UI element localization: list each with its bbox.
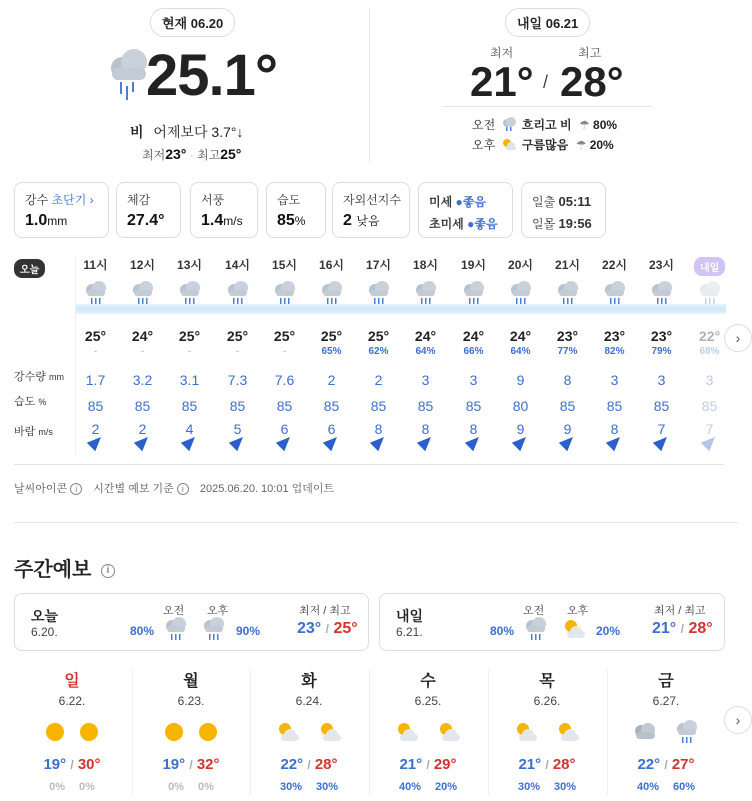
hour-rainfall: 1.7 [85,372,106,388]
wind-direction-icon [166,435,213,449]
weekday-max: 30° [77,756,101,773]
weekday-pm-prob: 0% [198,781,214,793]
hour-label: 17시 [366,258,391,272]
weekly-day-column[interactable]: 월 6.23. 19° / 32° 0% 0% [132,668,250,793]
weekly-column-divider [607,670,608,795]
wind-direction-icon [308,435,355,449]
current-date-badge: 현재 06.20 [150,8,235,37]
hour-temp: 24° [414,328,437,344]
hour-humidity: 85 [134,398,151,414]
hourly-next-button[interactable] [724,324,752,352]
tomorrow-max: 28° [560,58,624,105]
hour-rain-prob: 82% [604,346,625,357]
hourly-column [497,256,544,446]
wind-direction-icon [686,435,733,449]
hour-temp: 25° [367,328,390,344]
hour-rainfall: 7.3 [227,372,248,388]
weekly-tomorrow-card[interactable]: 내일 6.21. 오전 오후 80% 20% 최저 / 최고 21° / 28° [379,593,725,651]
card-sunrise-sunset[interactable]: 일출 05:11 일몰 19:56 [521,182,606,238]
weekday-date: 6.23. [177,694,205,708]
hour-rainfall: 3 [421,372,430,388]
hour-rainfall: 3.2 [132,372,153,388]
partly-cloudy-icon [275,719,301,750]
weekday-am-prob: 0% [49,781,65,793]
hour-rain-prob: 68% [699,346,720,357]
current-compare: 어제보다 3.7°↓ [153,124,244,140]
hour-rain-prob: 62% [368,346,389,357]
hour-temp: 22° [698,328,721,344]
weekday-pm-prob: 0% [79,781,95,793]
today-tag: 오늘 [14,259,45,278]
wind-direction-icon [591,435,638,449]
hour-rain-prob: - [93,346,98,357]
hour-wind-speed: 8 [469,421,478,437]
hour-label: 22시 [602,258,627,272]
hour-wind-speed: 9 [563,421,572,437]
hour-humidity: 85 [701,398,718,414]
hour-wind-speed: 4 [185,421,194,437]
card-dust[interactable]: 미세 ●좋음 초미세 ●좋음 [418,182,513,238]
rain-cloud-icon [450,280,497,306]
rain-cloud-icon [308,280,355,306]
weekly-day-column[interactable]: 일 6.22. 19° / 30° 0% 0% [13,668,131,793]
sun-icon [165,723,183,746]
weekly-column-divider [488,670,489,795]
weekday-am-prob: 40% [398,781,421,793]
card-uv-index[interactable]: 자외선지수 2 낮음 [332,182,410,238]
hour-rainfall: 9 [516,372,525,388]
card-precipitation[interactable]: 강수 초단기 › 1.0mm [14,182,109,238]
rain-cloud-icon [72,280,119,306]
hour-rain-prob: - [187,346,192,357]
hour-temp: 25° [273,328,296,344]
weekday-min: 19° [162,756,186,773]
weekday-max: 27° [671,756,695,773]
weekly-column-divider [250,670,251,795]
hour-humidity: 85 [323,398,340,414]
hourly-column [355,256,402,446]
hour-humidity: 85 [181,398,198,414]
rain-cloud-icon [355,280,402,306]
hour-temp: 23° [603,328,626,344]
sun-icon [80,723,98,746]
hourly-column [544,256,591,446]
weekday-max: 32° [196,756,220,773]
hour-label: 19시 [461,258,486,272]
umbrella-icon: ☂ [578,118,590,132]
hour-temp: 24° [131,328,154,344]
hour-label: 14시 [225,258,250,272]
weekday-pm-prob: 60% [673,781,696,793]
partly-cloudy-icon [394,719,420,750]
hour-temp: 24° [462,328,485,344]
partly-cloudy-icon [436,719,462,750]
hour-label: 16시 [319,258,344,272]
hour-temp: 23° [556,328,579,344]
wind-direction-icon [497,435,544,449]
hour-rainfall: 3.1 [179,372,200,388]
hour-rain-prob: 66% [463,346,484,357]
hour-rainfall: 8 [563,372,572,388]
rain-cloud-icon [214,280,261,306]
update-time: 2025.06.20. 10:01 업데이트 [199,483,335,495]
hour-wind-speed: 8 [374,421,383,437]
info-icon: i [70,483,82,495]
chevron-right-icon: › [735,712,741,728]
weekday-am-prob: 30% [279,781,302,793]
top-divider [369,8,370,163]
hour-temp: 25° [226,328,249,344]
weekday-max: 28° [552,756,576,773]
hour-label: 15시 [272,258,297,272]
rain-cloud-icon [261,280,308,306]
hourly-column [638,256,685,446]
weekday-pm-prob: 30% [554,781,577,793]
sun-icon [46,723,64,746]
weekday-label: 목 [539,673,555,690]
weekday-pm-prob: 20% [435,781,458,793]
hour-humidity: 80 [512,398,529,414]
current-min-max: 최저23° · 최고25° [142,146,242,162]
hourly-column [214,256,261,446]
hour-rain-prob: - [235,346,240,357]
hour-rainfall: 2 [374,372,383,388]
hourly-footer [14,480,334,496]
weekday-min: 21° [518,756,542,773]
weekday-date: 6.26. [533,694,561,708]
weekday-label: 금 [658,673,674,690]
weekly-day-column[interactable]: 수 6.25. 21° / 29° 40% 20% [369,668,487,793]
hour-humidity: 85 [465,398,482,414]
weekly-day-column[interactable]: 화 6.24. 22° / 28° 30% 30% [250,668,368,793]
hourly-column [450,256,497,446]
hour-label: 13시 [177,258,202,272]
weekday-date: 6.22. [58,694,86,708]
hour-wind-speed: 6 [327,421,336,437]
hour-wind-speed: 2 [138,421,147,437]
rain-cloud-icon [523,616,549,647]
hour-rainfall: 7.6 [274,372,295,388]
hour-label: 20시 [508,258,533,272]
partly-cloudy-icon [555,719,581,750]
weekday-am-prob: 0% [168,781,184,793]
weekday-label: 수 [420,673,436,690]
wind-direction-icon [119,435,166,449]
weekday-am-prob: 40% [636,781,659,793]
partly-cloudy-icon [513,719,539,750]
rain-cloud-icon [163,616,189,647]
weekday-label: 일 [64,673,80,690]
hour-humidity: 85 [653,398,670,414]
current-summary [130,122,243,142]
weekday-date: 6.24. [295,694,323,708]
cloud-rain-icon [501,117,517,134]
tomorrow-date-badge: 내일 06.21 [505,8,590,37]
weekly-day-column[interactable]: 목 6.26. 21° / 28° 30% 30% [488,668,606,793]
fine-dust-status: 좋음 [462,195,486,209]
current-temperature: 25.1° [146,43,278,108]
weekday-min: 22° [637,756,661,773]
hour-wind-speed: 5 [233,421,242,437]
tomorrow-divider [442,106,652,107]
wind-direction-icon [544,435,591,449]
rain-cloud-icon [674,719,700,750]
hourly-column [308,256,355,446]
hourly-column [72,256,119,446]
hour-humidity: 85 [276,398,293,414]
weekday-label: 화 [301,673,317,690]
umbrella-icon: ☂ [575,138,587,152]
weekday-max: 29° [433,756,457,773]
row-label-rain: 강수량 mm [14,371,64,383]
chevron-right-icon: › [735,330,741,346]
rain-cloud-icon [166,280,213,306]
rain-cloud-icon [638,280,685,306]
weekday-min: 21° [399,756,423,773]
weekday-date: 6.27. [652,694,680,708]
row-label-wind: 바람 m/s [14,426,53,438]
hour-humidity: 85 [370,398,387,414]
hourly-column [261,256,308,446]
forecast-basis-link[interactable]: 시간별 예보 기준 i [93,483,189,495]
tomorrow-min: 21° [470,58,534,105]
sun-icon [199,723,217,746]
weekly-next-button[interactable] [724,706,752,734]
hour-humidity: 85 [559,398,576,414]
hour-rain-prob: 65% [321,346,342,357]
rain-cloud-icon [119,280,166,306]
hour-humidity: 85 [87,398,104,414]
hour-label: 11시 [83,258,108,272]
tomorrow-am-row: 오전 흐리고 비 ☂ 80% [472,116,617,134]
hour-humidity: 85 [417,398,434,414]
weekly-day-column[interactable]: 금 6.27. 22° / 27° 40% 60% [607,668,725,793]
ultrafine-dust-status: 좋음 [474,217,498,231]
hour-rain-prob: 64% [510,346,531,357]
row-label-humidity: 습도 % [14,396,47,408]
hour-wind-speed: 8 [421,421,430,437]
hour-label: 12시 [130,258,155,272]
rain-cloud-icon [544,280,591,306]
hour-wind-speed: 2 [91,421,100,437]
hourly-column [591,256,638,446]
wind-direction-icon [214,435,261,449]
ultra-short-link[interactable]: 초단기 › [51,193,94,207]
hour-temp: 23° [650,328,673,344]
hourly-column [166,256,213,446]
tomorrow-tag: 내일 [694,257,725,276]
partly-cloudy-icon [501,137,517,154]
hour-humidity: 85 [229,398,246,414]
hour-rain-prob: 77% [557,346,578,357]
hour-rainfall: 3 [469,372,478,388]
current-condition: 비 [130,124,144,140]
hourly-column [402,256,449,446]
weekday-pm-prob: 30% [316,781,339,793]
weekday-min: 19° [43,756,67,773]
wind-direction-icon [261,435,308,449]
hour-rain-prob: 64% [415,346,436,357]
rain-cloud-icon [201,616,227,647]
weekly-column-divider [132,670,133,795]
hour-wind-speed: 9 [516,421,525,437]
cloudy-icon [632,719,658,750]
rain-cloud-icon [497,280,544,306]
hour-rainfall: 3 [657,372,666,388]
hourly-column [119,256,166,446]
wind-direction-icon [72,435,119,449]
rain-cloud-icon [591,280,638,306]
rain-cloud-icon [686,280,733,306]
card-humidity[interactable]: 습도 85% [266,182,326,238]
hour-rain-prob: 79% [651,346,672,357]
hourly-bottom-divider [14,464,724,465]
hour-rain-prob: - [140,346,145,357]
hour-wind-speed: 7 [705,421,714,437]
tomorrow-sep: / [543,72,549,92]
weekly-column-divider [369,670,370,795]
weekday-am-prob: 30% [517,781,540,793]
hour-rainfall: 2 [327,372,336,388]
card-feels-like[interactable]: 체감 27.4° [116,182,181,238]
hour-temp: 25° [84,328,107,344]
hour-temp: 25° [178,328,201,344]
hour-temp: 24° [509,328,532,344]
hour-rain-prob: - [282,346,287,357]
hour-wind-speed: 8 [610,421,619,437]
tomorrow-max-label: 최고 [578,46,602,60]
partly-cloudy-icon [317,719,343,750]
hour-label: 23시 [649,258,674,272]
wind-direction-icon [450,435,497,449]
info-icon[interactable]: i [101,564,115,578]
weekday-min: 22° [280,756,304,773]
weekday-date: 6.25. [414,694,442,708]
hour-label: 21시 [555,258,580,272]
info-icon: i [177,483,189,495]
wind-direction-icon [638,435,685,449]
hourly-column [686,256,733,446]
section-divider [14,522,738,523]
wind-direction-icon [402,435,449,449]
hour-label: 18시 [413,258,438,272]
rain-cloud-icon [402,280,449,306]
weekly-today-card[interactable]: 오늘 6.20. 오전 오후 80% 90% 최저 / 최고 23° / 25° [14,593,369,651]
hour-rainfall: 3 [610,372,619,388]
tomorrow-min-label: 최저 [490,46,514,60]
card-wind[interactable]: 서풍 1.4m/s [190,182,258,238]
hour-rainfall: 3 [705,372,714,388]
partly-cloudy-icon [561,616,587,647]
hour-humidity: 85 [606,398,623,414]
wind-direction-icon [355,435,402,449]
hour-wind-speed: 7 [657,421,666,437]
weekly-title: 주간예보 i [14,553,115,582]
weather-icon-link[interactable]: 날씨아이콘 i [14,483,82,495]
hour-wind-speed: 6 [280,421,289,437]
hour-temp: 25° [320,328,343,344]
tomorrow-pm-row: 오후 구름많음 ☂ 20% [472,136,614,154]
weekday-max: 28° [314,756,338,773]
weekday-label: 월 [183,673,199,690]
